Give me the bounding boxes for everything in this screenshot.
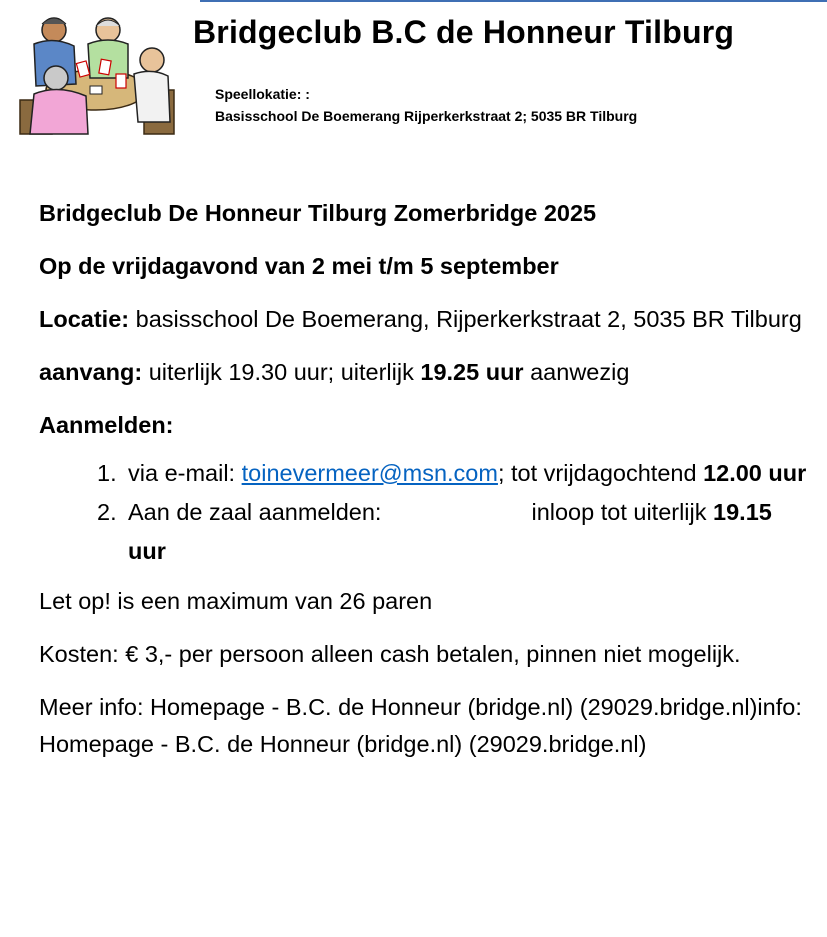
start-heading: aanvang: bbox=[39, 359, 143, 385]
location-heading: Locatie: bbox=[39, 306, 130, 332]
signup-email-deadline: 12.00 uur bbox=[703, 460, 807, 486]
location-text: basisschool De Boemerang, Rijperkerkstraat 2, 5035 BR Tilburg bbox=[129, 306, 802, 332]
start-text-1: uiterlijk 19.30 uur; uiterlijk bbox=[142, 359, 421, 385]
start-bold-time: 19.25 uur bbox=[420, 359, 524, 385]
signup-walkin-text-1: Aan de zaal aanmelden: bbox=[128, 499, 382, 525]
bridge-players-clipart-icon bbox=[16, 12, 178, 136]
signup-heading: Aanmelden: bbox=[39, 412, 174, 438]
signup-item-email bbox=[39, 454, 809, 493]
signup-email-text-2: ; tot vrijdagochtend bbox=[497, 460, 704, 486]
list-number: 1. bbox=[97, 460, 117, 486]
location-label: Speellokatie: : bbox=[215, 86, 310, 102]
signup-email-text-1: via e-mail: bbox=[128, 460, 242, 486]
location-paragraph bbox=[39, 301, 809, 338]
more-info-paragraph: Meer info: Homepage - B.C. de Honneur (bridge.nl) (29029.bridge.nl)info: Homepage - B.C. de Honneur (bridge.nl) (29029.bridge.nl) bbox=[39, 694, 802, 757]
signup-list bbox=[39, 454, 809, 571]
flyer-body bbox=[39, 195, 809, 779]
email-link[interactable]: toinevermeer@msn.com bbox=[241, 460, 498, 486]
top-rule bbox=[200, 0, 827, 2]
signup-walkin-text-2: inloop tot uiterlijk bbox=[531, 499, 714, 525]
start-text-2: aanwezig bbox=[523, 359, 630, 385]
costs-paragraph: Kosten: € 3,- per persoon alleen cash betalen, pinnen niet mogelijk. bbox=[39, 641, 741, 667]
list-number: 2. bbox=[97, 499, 117, 525]
start-time-paragraph bbox=[39, 354, 809, 391]
club-title: Bridgeclub B.C de Honneur Tilburg bbox=[193, 14, 735, 50]
signup-item-walkin bbox=[39, 493, 809, 571]
signup-walkin-deadline: 19.15 uur bbox=[128, 499, 772, 564]
event-dates: Op de vrijdagavond van 2 mei t/m 5 september bbox=[39, 253, 559, 279]
capacity-notice: Let op! is een maximum van 26 paren bbox=[39, 588, 433, 614]
location-address: Basisschool De Boemerang Rijperkerkstraat 2; 5035 BR Tilburg bbox=[215, 108, 638, 124]
event-title: Bridgeclub De Honneur Tilburg Zomerbridge 2025 bbox=[39, 200, 597, 226]
